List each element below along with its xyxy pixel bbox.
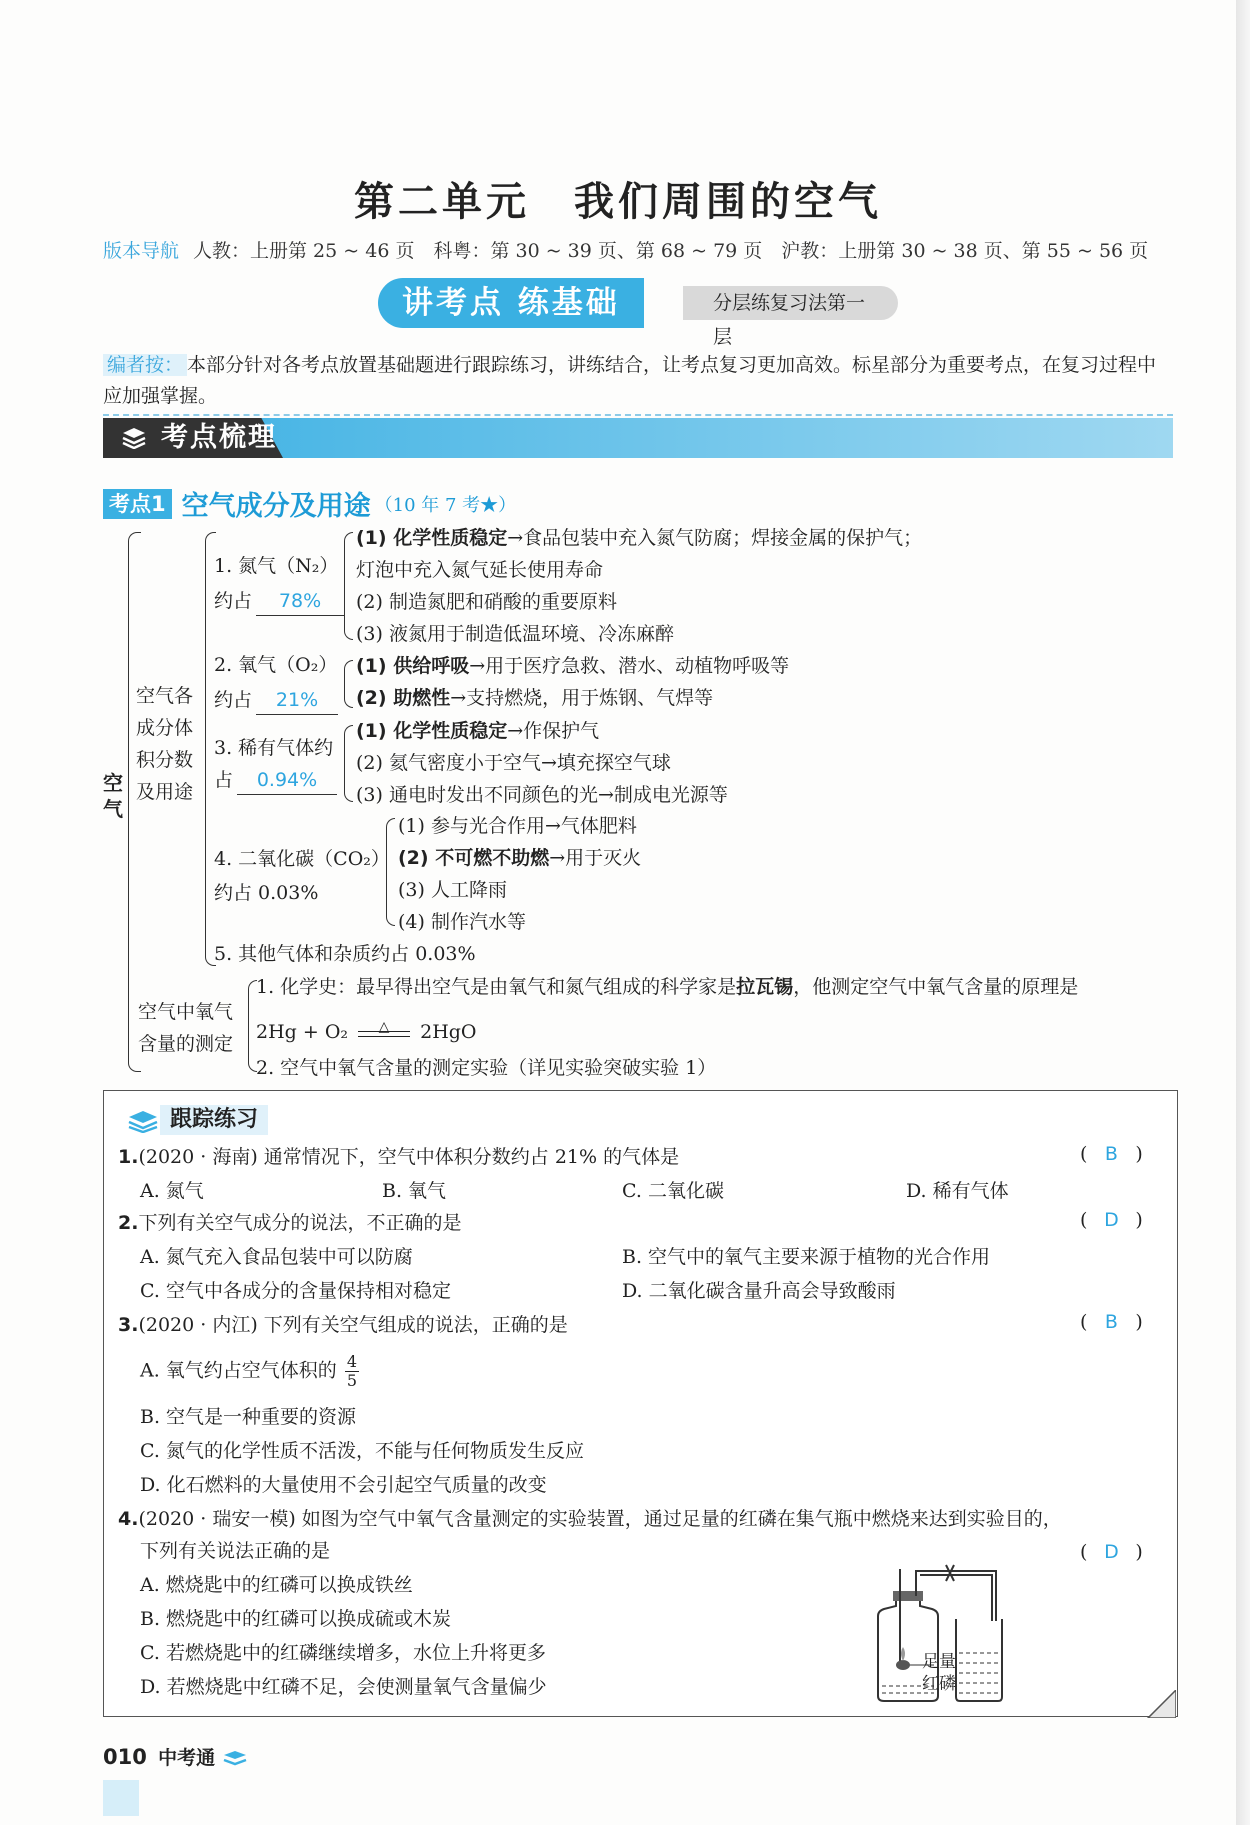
co2-label: 4. 二氧化碳（CO₂）: [214, 848, 390, 870]
option: C. 空气中各成分的含量保持相对稳定: [140, 1280, 451, 1302]
group2-line: 含量的测定: [138, 1033, 234, 1055]
rare-brace: [344, 725, 353, 802]
answer-2: D: [1104, 1209, 1119, 1231]
co2-brace: [386, 818, 395, 926]
rare-prefix: 占: [214, 769, 234, 791]
outline-root: 空气: [103, 771, 123, 821]
answer-1: B: [1104, 1143, 1118, 1165]
n2-brace: [344, 532, 353, 640]
group1-line: 及用途: [136, 781, 194, 803]
page-footer: [103, 1743, 248, 1770]
option: A. 氮气充入食品包装中可以防腐: [140, 1246, 413, 1268]
group1-line: 空气各: [136, 685, 194, 707]
rare-uses: [356, 715, 728, 811]
option: B. 空气是一种重要的资源: [140, 1406, 357, 1428]
dashed-divider: [103, 414, 1173, 416]
rare-use: (2) 氦气密度小于空气→填充探空气球: [356, 752, 671, 774]
answer-paren: ( B ): [1080, 1143, 1143, 1165]
n2-use: (2) 制造氮肥和硝酸的重要原料: [356, 591, 617, 613]
rare-label: 3. 稀有气体约: [214, 737, 334, 759]
practice-header: [120, 1105, 268, 1135]
option: B. 氧气: [382, 1180, 447, 1202]
kaodian-title: 空气成分及用途: [181, 491, 371, 522]
question-4: 4.(2020 · 瑞安一模) 如图为空气中氧气含量测定的实验装置，通过足量的红磷在集气瓶中燃烧来达到实验目的，: [118, 1508, 1062, 1530]
group1-line: 积分数: [136, 749, 194, 771]
co2-use: (1) 参与光合作用→气体肥料: [398, 815, 637, 837]
n2-use: (3) 液氮用于制造低温环境、冷冻麻醉: [356, 623, 674, 645]
option: D. 稀有气体: [906, 1180, 1009, 1202]
editor-note-tag: 编者按：: [103, 354, 187, 376]
group2-line: 空气中氧气: [138, 1001, 234, 1023]
kaodian-header: [103, 484, 517, 522]
n2-answer: 78%: [256, 587, 344, 616]
group1-line: 成分体: [136, 717, 194, 739]
history-pre: 1. 化学史：最早得出空气是由氧气和氮气组成的科学家是: [256, 976, 737, 998]
option: C. 氮气的化学性质不活泼，不能与任何物质发生反应: [140, 1440, 584, 1462]
option: A. 燃烧匙中的红磷可以换成铁丝: [140, 1574, 413, 1596]
experiment-line: 2. 空气中氧气含量的测定实验（详见实验突破实验 1）: [256, 1057, 717, 1079]
equation-left: 2Hg + O₂: [256, 1021, 349, 1043]
footer-tab: [103, 1780, 139, 1816]
section-title: 考点梳理: [161, 422, 277, 453]
other-gases: 5. 其他气体和杂质约占 0.03%: [214, 943, 476, 965]
co2-share: 约占 0.03%: [214, 882, 319, 904]
version-nav-label: 版本导航: [103, 240, 180, 262]
o2-prefix: 约占: [214, 689, 253, 711]
version-nav-text: 人教：上册第 25 ~ 46 页 科粤：第 30 ~ 39 页、第 68 ~ 79 页 沪教：上册第 30 ~ 38 页、第 55 ~ 56 页: [193, 240, 1149, 262]
o2-answer: 21%: [256, 686, 338, 715]
rare-share: [214, 766, 337, 795]
banner-subtitle: 分层练复习法第一层: [683, 286, 898, 320]
option: C. 若燃烧匙中的红磷继续增多，水位上升将更多: [140, 1642, 546, 1664]
o2-share: [214, 686, 338, 715]
option: B. 空气中的氧气主要来源于植物的光合作用: [622, 1246, 991, 1268]
equation-right: 2HgO: [420, 1021, 477, 1043]
question-3: 3.(2020 · 内江) 下列有关空气组成的说法，正确的是: [118, 1314, 568, 1336]
n2-use: 灯泡中充入氮气延长使用寿命: [356, 559, 604, 581]
option: C. 二氧化碳: [622, 1180, 724, 1202]
question-4-stem2: 下列有关说法正确的是: [140, 1540, 331, 1562]
equation-condition: △: [378, 1019, 390, 1035]
o2-brace: [344, 660, 353, 708]
stack-icon: [121, 427, 147, 449]
n2-uses: [356, 522, 922, 650]
apparatus-figure: [848, 1561, 1148, 1711]
section-banner: [378, 278, 898, 348]
option: D. 二氧化碳含量升高会导致酸雨: [622, 1280, 896, 1302]
figure-label: 足量 红磷: [922, 1652, 956, 1694]
option-a-fraction: A. 氧气约占空气体积的 $\frac{4}{5}$: [140, 1352, 358, 1390]
history-scientist: 拉瓦锡: [736, 976, 794, 998]
editor-note: [103, 350, 1173, 412]
practice-box: [103, 1090, 1178, 1717]
kaodian-frequency: （10 年 7 考★）: [374, 494, 517, 516]
question-1: 1.(2020 · 海南) 通常情况下，空气中体积分数约占 21% 的气体是: [118, 1146, 680, 1168]
option: D. 若燃烧匙中红磷不足，会使测量氧气含量偏少: [140, 1676, 547, 1698]
option: B. 燃烧匙中的红磷可以换成硫或木炭: [140, 1608, 452, 1630]
rare-use: (3) 通电时发出不同颜色的光→制成电光源等: [356, 784, 728, 806]
answer-paren: ( D ): [1080, 1541, 1143, 1563]
footer-brand: 中考通: [158, 1747, 216, 1769]
o2-uses: [356, 650, 789, 714]
o2-label: 2. 氧气（O₂）: [214, 654, 338, 676]
rare-use: (1) 化学性质稳定→作保护气: [356, 720, 600, 742]
history-post: ，他测定空气中氧气含量的原理是: [793, 976, 1079, 998]
group1-label: [136, 680, 193, 808]
co2-uses: [398, 810, 641, 938]
question-2: 2.下列有关空气成分的说法，不正确的是: [118, 1212, 462, 1234]
fraction: $\frac{4}{5}$: [346, 1352, 358, 1390]
banner-title: 讲考点 练基础: [378, 278, 644, 328]
answer-paren: ( D ): [1080, 1209, 1143, 1231]
brand-icon: [222, 1749, 248, 1767]
equation: [256, 1018, 477, 1047]
n2-share: [214, 587, 344, 616]
version-nav: [103, 236, 1148, 263]
page-number: 010: [103, 1745, 147, 1769]
co2-use: (4) 制作汽水等: [398, 911, 526, 933]
unit-title: 第二单元 我们周围的空气: [354, 179, 882, 225]
editor-note-text: 本部分针对各考点放置基础题进行跟踪练习，讲练结合，让考点复习更加高效。标星部分为重要考点，在复习过程中应加强掌握。: [103, 354, 1157, 407]
n2-label: 1. 氮气（N₂）: [214, 555, 339, 577]
answer-4: D: [1104, 1541, 1119, 1563]
history-line: [256, 973, 1078, 1001]
co2-use: (3) 人工降雨: [398, 879, 507, 901]
n2-prefix: 约占: [214, 590, 253, 612]
group2-label: [138, 996, 233, 1060]
rare-answer: 0.94%: [237, 766, 337, 795]
o2-use: (2) 助燃性→支持燃烧，用于炼钢、气焊等: [356, 687, 714, 709]
answer-paren: ( B ): [1080, 1311, 1143, 1333]
o2-use: (1) 供给呼吸→用于医疗急救、潜水、动植物呼吸等: [356, 655, 790, 677]
co2-use: (2) 不可燃不助燃→用于灭火: [398, 847, 642, 869]
page-curl-icon: [1140, 1690, 1176, 1718]
page-edge: [1236, 0, 1250, 1825]
option: D. 化石燃料的大量使用不会引起空气质量的改变: [140, 1474, 547, 1496]
kaodian-badge: 考点1: [103, 489, 172, 519]
option: A. 氮气: [140, 1180, 204, 1202]
n2-use: (1) 化学性质稳定→食品包装中充入氮气防腐；焊接金属的保护气；: [356, 527, 923, 549]
section-bar: [103, 418, 1173, 458]
answer-3: B: [1104, 1311, 1118, 1333]
stack-icon: [126, 1109, 160, 1133]
practice-title: 跟踪练习: [160, 1105, 268, 1135]
equation-arrow: [354, 1019, 414, 1047]
